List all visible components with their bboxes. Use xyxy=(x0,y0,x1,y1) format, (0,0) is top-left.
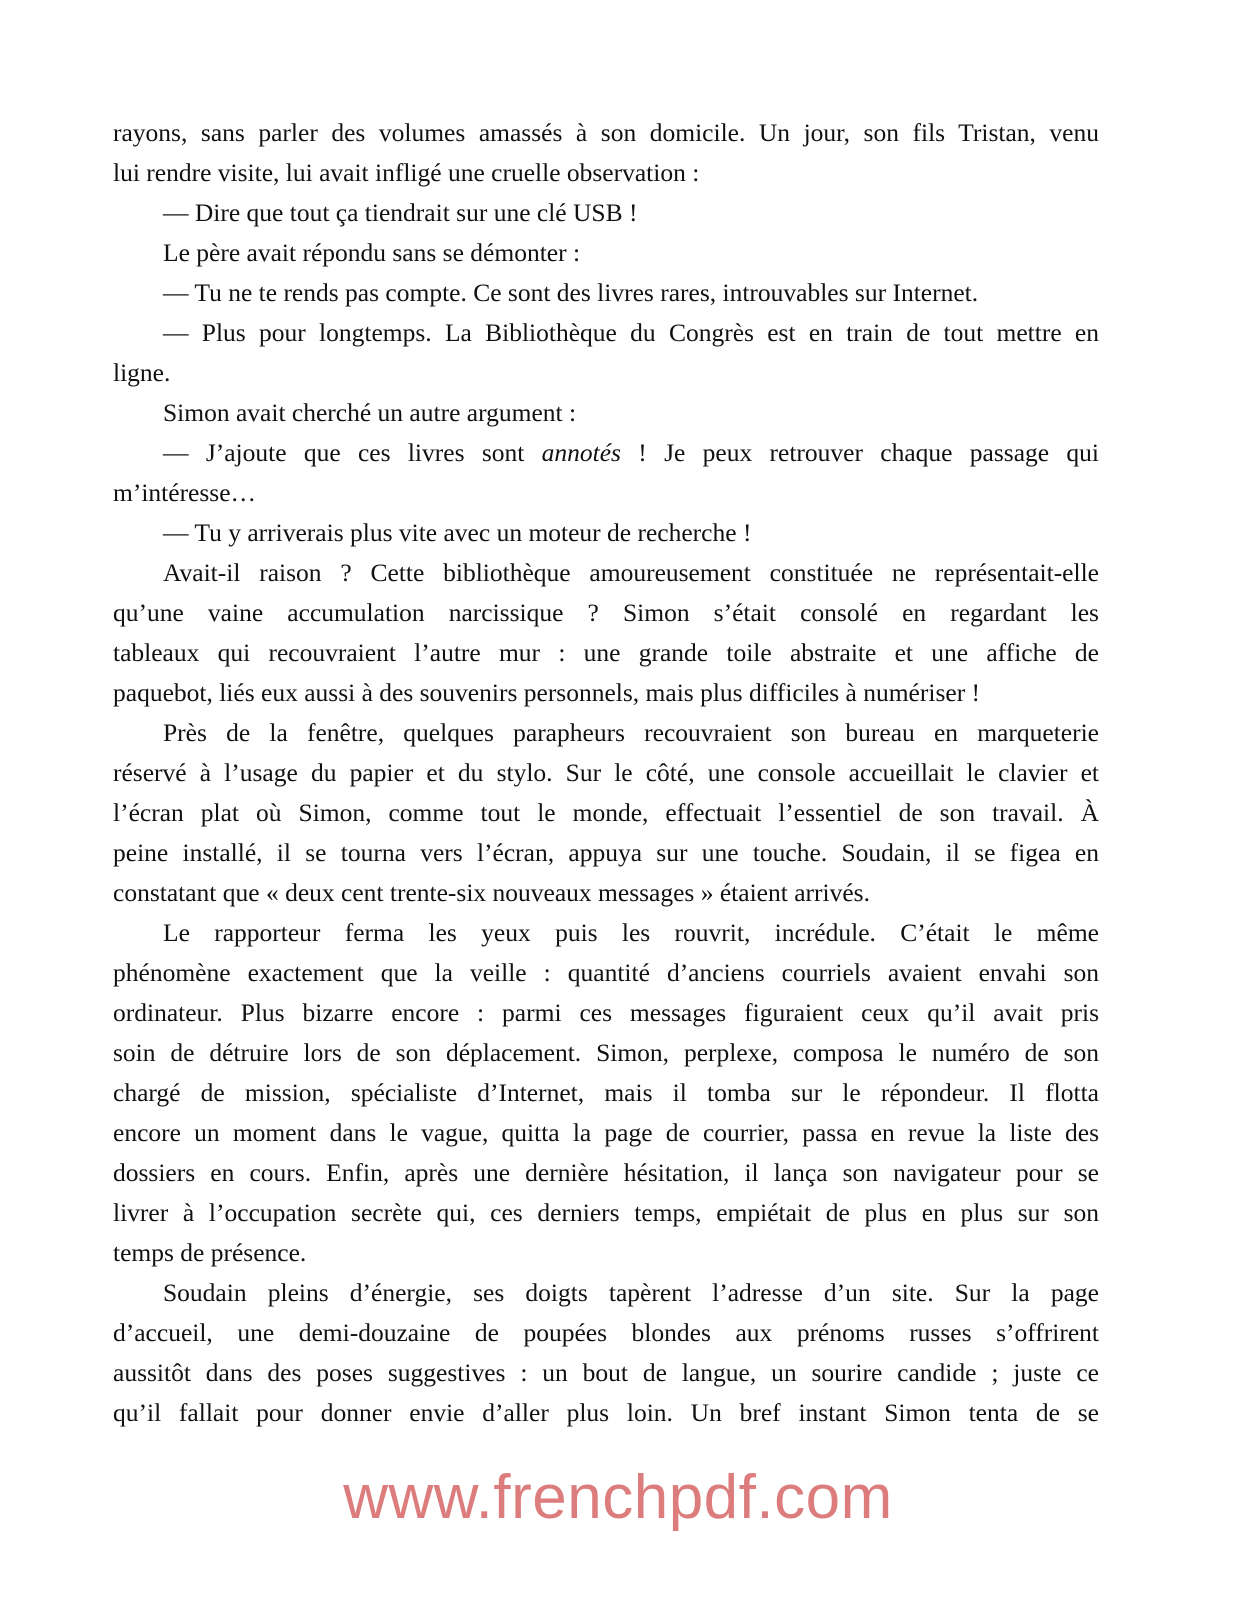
text-line: d’accueil, une demi-douzaine de poupées blondes aux prénoms russes s’offrirent xyxy=(113,1318,1099,1347)
text-line: constatant que « deux cent trente-six nouveaux messages » étaient arrivés. xyxy=(113,878,870,907)
paragraph xyxy=(113,553,1099,713)
text-line: Le père avait répondu sans se démonter : xyxy=(163,238,581,267)
text-line: lui rendre visite, lui avait infligé une cruelle observation : xyxy=(113,158,700,187)
text-line: Avait-il raison ? Cette bibliothèque amoureusement constituée ne représentait-elle xyxy=(163,558,1099,587)
text-line: soin de détruire lors de son déplacement. Simon, perplexe, composa le numéro de son xyxy=(113,1038,1099,1067)
text-line: m’intéresse… xyxy=(113,478,257,507)
text-line: ordinateur. Plus bizarre encore : parmi ces messages figuraient ceux qu’il avait pris xyxy=(113,998,1099,1027)
text-line: — J’ajoute que ces livres sont annotés ! Je peux retrouver chaque passage qui xyxy=(163,438,1099,467)
text-line: qu’il fallait pour donner envie d’aller plus loin. Un bref instant Simon tenta de se xyxy=(113,1398,1099,1427)
text-line: — Dire que tout ça tiendrait sur une clé USB ! xyxy=(163,198,638,227)
text-line: encore un moment dans le vague, quitta la page de courrier, passa en revue la liste des xyxy=(113,1118,1099,1147)
text-line: peine installé, il se tourna vers l’écran, appuya sur une touche. Soudain, il se figea en xyxy=(113,838,1099,867)
text-line: Le rapporteur ferma les yeux puis les rouvrit, incrédule. C’était le même xyxy=(163,918,1099,947)
paragraph xyxy=(113,273,1099,313)
text-line: — Tu ne te rends pas compte. Ce sont des livres rares, introuvables sur Internet. xyxy=(163,278,979,307)
paragraph xyxy=(113,913,1099,1273)
paragraph xyxy=(113,393,1099,433)
paragraph xyxy=(113,113,1099,193)
text-line: qu’une vaine accumulation narcissique ? Simon s’était consolé en regardant les xyxy=(113,598,1099,627)
text-line: — Plus pour longtemps. La Bibliothèque du Congrès est en train de tout mettre en xyxy=(163,318,1099,347)
paragraph xyxy=(113,713,1099,913)
paragraph xyxy=(113,433,1099,513)
paragraph xyxy=(113,313,1099,393)
text-line: phénomène exactement que la veille : quantité d’anciens courriels avaient envahi son xyxy=(113,958,1099,987)
text-line: rayons, sans parler des volumes amassés à son domicile. Un jour, son fils Tristan, venu xyxy=(113,118,1099,147)
text-line: paquebot, liés eux aussi à des souvenirs personnels, mais plus difficiles à numériser ! xyxy=(113,678,981,707)
italic-word: annotés xyxy=(541,438,621,467)
text-line: tableaux qui recouvraient l’autre mur : une grande toile abstraite et une affiche de xyxy=(113,638,1099,667)
paragraph xyxy=(113,513,1099,553)
body-text xyxy=(113,113,1099,1433)
text-line: Simon avait cherché un autre argument : xyxy=(163,398,577,427)
watermark: www.frenchpdf.com xyxy=(343,1463,893,1532)
text-line: aussitôt dans des poses suggestives : un bout de langue, un sourire candide ; juste ce xyxy=(113,1358,1099,1387)
text-line: Soudain pleins d’énergie, ses doigts tapèrent l’adresse d’un site. Sur la page xyxy=(163,1278,1099,1307)
text-line: — Tu y arriverais plus vite avec un moteur de recherche ! xyxy=(163,518,752,547)
text-line: ligne. xyxy=(113,358,171,387)
text-line: réservé à l’usage du papier et du stylo. Sur le côté, une console accueillait le clavier et xyxy=(113,758,1099,787)
paragraph xyxy=(113,193,1099,233)
text-line: temps de présence. xyxy=(113,1238,307,1267)
text-line: l’écran plat où Simon, comme tout le monde, effectuait l’essentiel de son travail. À xyxy=(113,798,1099,827)
text-line: livrer à l’occupation secrète qui, ces derniers temps, empiétait de plus en plus sur son xyxy=(113,1198,1099,1227)
paragraph xyxy=(113,1273,1099,1433)
text-line: dossiers en cours. Enfin, après une dernière hésitation, il lança son navigateur pour se xyxy=(113,1158,1099,1187)
text-line: chargé de mission, spécialiste d’Internet, mais il tomba sur le répondeur. Il flotta xyxy=(113,1078,1099,1107)
paragraph xyxy=(113,233,1099,273)
text-line: Près de la fenêtre, quelques parapheurs recouvraient son bureau en marqueterie xyxy=(163,718,1099,747)
